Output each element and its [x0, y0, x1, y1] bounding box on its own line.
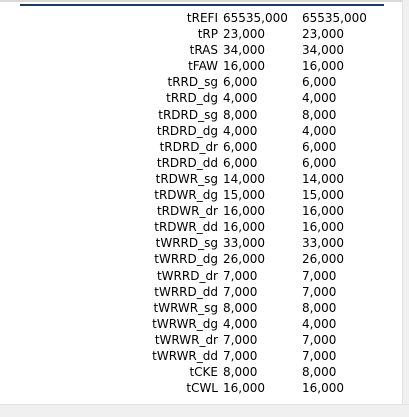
table-row [0, 171, 402, 187]
table-row [0, 235, 402, 251]
table-row [0, 251, 402, 267]
table-row [0, 90, 402, 106]
timing-value-2: 6,000 [302, 75, 337, 90]
table-row [0, 58, 402, 74]
timing-name: tRDRD_dr [159, 139, 218, 154]
timing-value-2: 34,000 [302, 43, 344, 58]
timing-table [0, 10, 402, 396]
timing-name: tRDWR_dr [156, 204, 218, 219]
timing-name: tRDRD_sg [158, 107, 218, 122]
timing-name: tWRRD_sg [155, 236, 218, 251]
timing-name: tRRD_sg [167, 75, 218, 90]
timing-value-1: 7,000 [223, 332, 258, 347]
timing-value-1: 16,000 [223, 59, 265, 74]
table-row [0, 123, 402, 139]
timing-name: tWRWR_dr [154, 332, 218, 347]
table-row [0, 26, 402, 42]
timing-value-1: 34,000 [223, 43, 265, 58]
timing-value-1: 7,000 [223, 268, 258, 283]
timing-value-2: 14,000 [302, 171, 344, 186]
timing-value-1: 26,000 [223, 252, 265, 267]
timing-name: tRDWR_dd [154, 220, 218, 235]
timing-value-2: 8,000 [302, 300, 337, 315]
timing-name: tFAW [188, 59, 218, 74]
timing-value-2: 15,000 [302, 188, 344, 203]
timing-value-2: 16,000 [302, 220, 344, 235]
timing-value-1: 23,000 [223, 27, 265, 42]
table-row [0, 380, 402, 396]
timing-name: tWRWR_dg [152, 316, 218, 331]
table-row [0, 139, 402, 155]
timing-value-1: 16,000 [223, 204, 265, 219]
timing-value-2: 7,000 [302, 332, 337, 347]
timing-name: tCWL [186, 381, 218, 396]
table-row [0, 155, 402, 171]
timing-value-1: 33,000 [223, 236, 265, 251]
timing-value-2: 16,000 [302, 59, 344, 74]
timing-name: tWRWR_sg [153, 300, 218, 315]
timing-name: tRRD_dg [166, 91, 218, 106]
table-row [0, 203, 402, 219]
timing-value-1: 7,000 [223, 284, 258, 299]
table-row [0, 300, 402, 316]
timing-value-1: 15,000 [223, 188, 265, 203]
timing-name: tRP [197, 27, 218, 42]
table-row [0, 107, 402, 123]
horizontal-scroll-area [0, 404, 409, 417]
timing-name: tWRRD_dr [156, 268, 218, 283]
timing-value-2: 65535,000 [302, 11, 367, 25]
timing-name: tWRRD_dg [154, 252, 218, 267]
timing-value-2: 8,000 [302, 365, 337, 380]
timing-value-2: 7,000 [302, 284, 337, 299]
timing-name: tCKE [189, 365, 218, 380]
timing-value-2: 8,000 [302, 107, 337, 122]
table-row [0, 348, 402, 364]
timing-value-2: 16,000 [302, 204, 344, 219]
timing-value-1: 4,000 [223, 316, 258, 331]
timing-name: tRDRD_dd [156, 155, 218, 170]
timing-name: tWRWR_dd [152, 348, 218, 363]
timing-value-2: 16,000 [302, 381, 344, 396]
table-row [0, 10, 402, 26]
timing-value-2: 4,000 [302, 316, 337, 331]
timing-name: tWRRD_dd [154, 284, 218, 299]
timing-value-1: 16,000 [223, 220, 265, 235]
table-row [0, 219, 402, 235]
timing-value-2: 4,000 [302, 123, 337, 138]
table-row [0, 316, 402, 332]
vertical-scrollbar[interactable] [402, 0, 409, 404]
timing-value-1: 6,000 [223, 155, 258, 170]
timing-value-2: 33,000 [302, 236, 344, 251]
timing-value-1: 8,000 [223, 365, 258, 380]
timing-name: tRDWR_sg [155, 171, 218, 186]
timing-name: tRAS [189, 43, 218, 58]
timing-value-1: 6,000 [223, 75, 258, 90]
table-row [0, 332, 402, 348]
timing-value-2: 7,000 [302, 268, 337, 283]
timing-value-2: 23,000 [302, 27, 344, 42]
timing-value-2: 26,000 [302, 252, 344, 267]
timing-name: tRDRD_dg [156, 123, 218, 138]
timing-value-1: 65535,000 [223, 11, 288, 25]
table-row [0, 187, 402, 203]
table-row [0, 42, 402, 58]
table-row [0, 268, 402, 284]
timing-name: tRDWR_dg [154, 188, 218, 203]
timing-value-1: 4,000 [223, 91, 258, 106]
timing-value-2: 6,000 [302, 139, 337, 154]
table-row [0, 284, 402, 300]
top-rule [20, 4, 384, 6]
timing-value-1: 6,000 [223, 139, 258, 154]
timing-value-1: 8,000 [223, 107, 258, 122]
timing-value-1: 4,000 [223, 123, 258, 138]
timing-value-1: 8,000 [223, 300, 258, 315]
timing-name: tREFI [186, 11, 218, 25]
table-row [0, 364, 402, 380]
timing-value-1: 14,000 [223, 171, 265, 186]
table-row [0, 74, 402, 90]
timing-value-2: 7,000 [302, 348, 337, 363]
top-border [0, 0, 402, 2]
timing-value-2: 4,000 [302, 91, 337, 106]
timing-value-1: 7,000 [223, 348, 258, 363]
timing-value-1: 16,000 [223, 381, 265, 396]
timing-value-2: 6,000 [302, 155, 337, 170]
